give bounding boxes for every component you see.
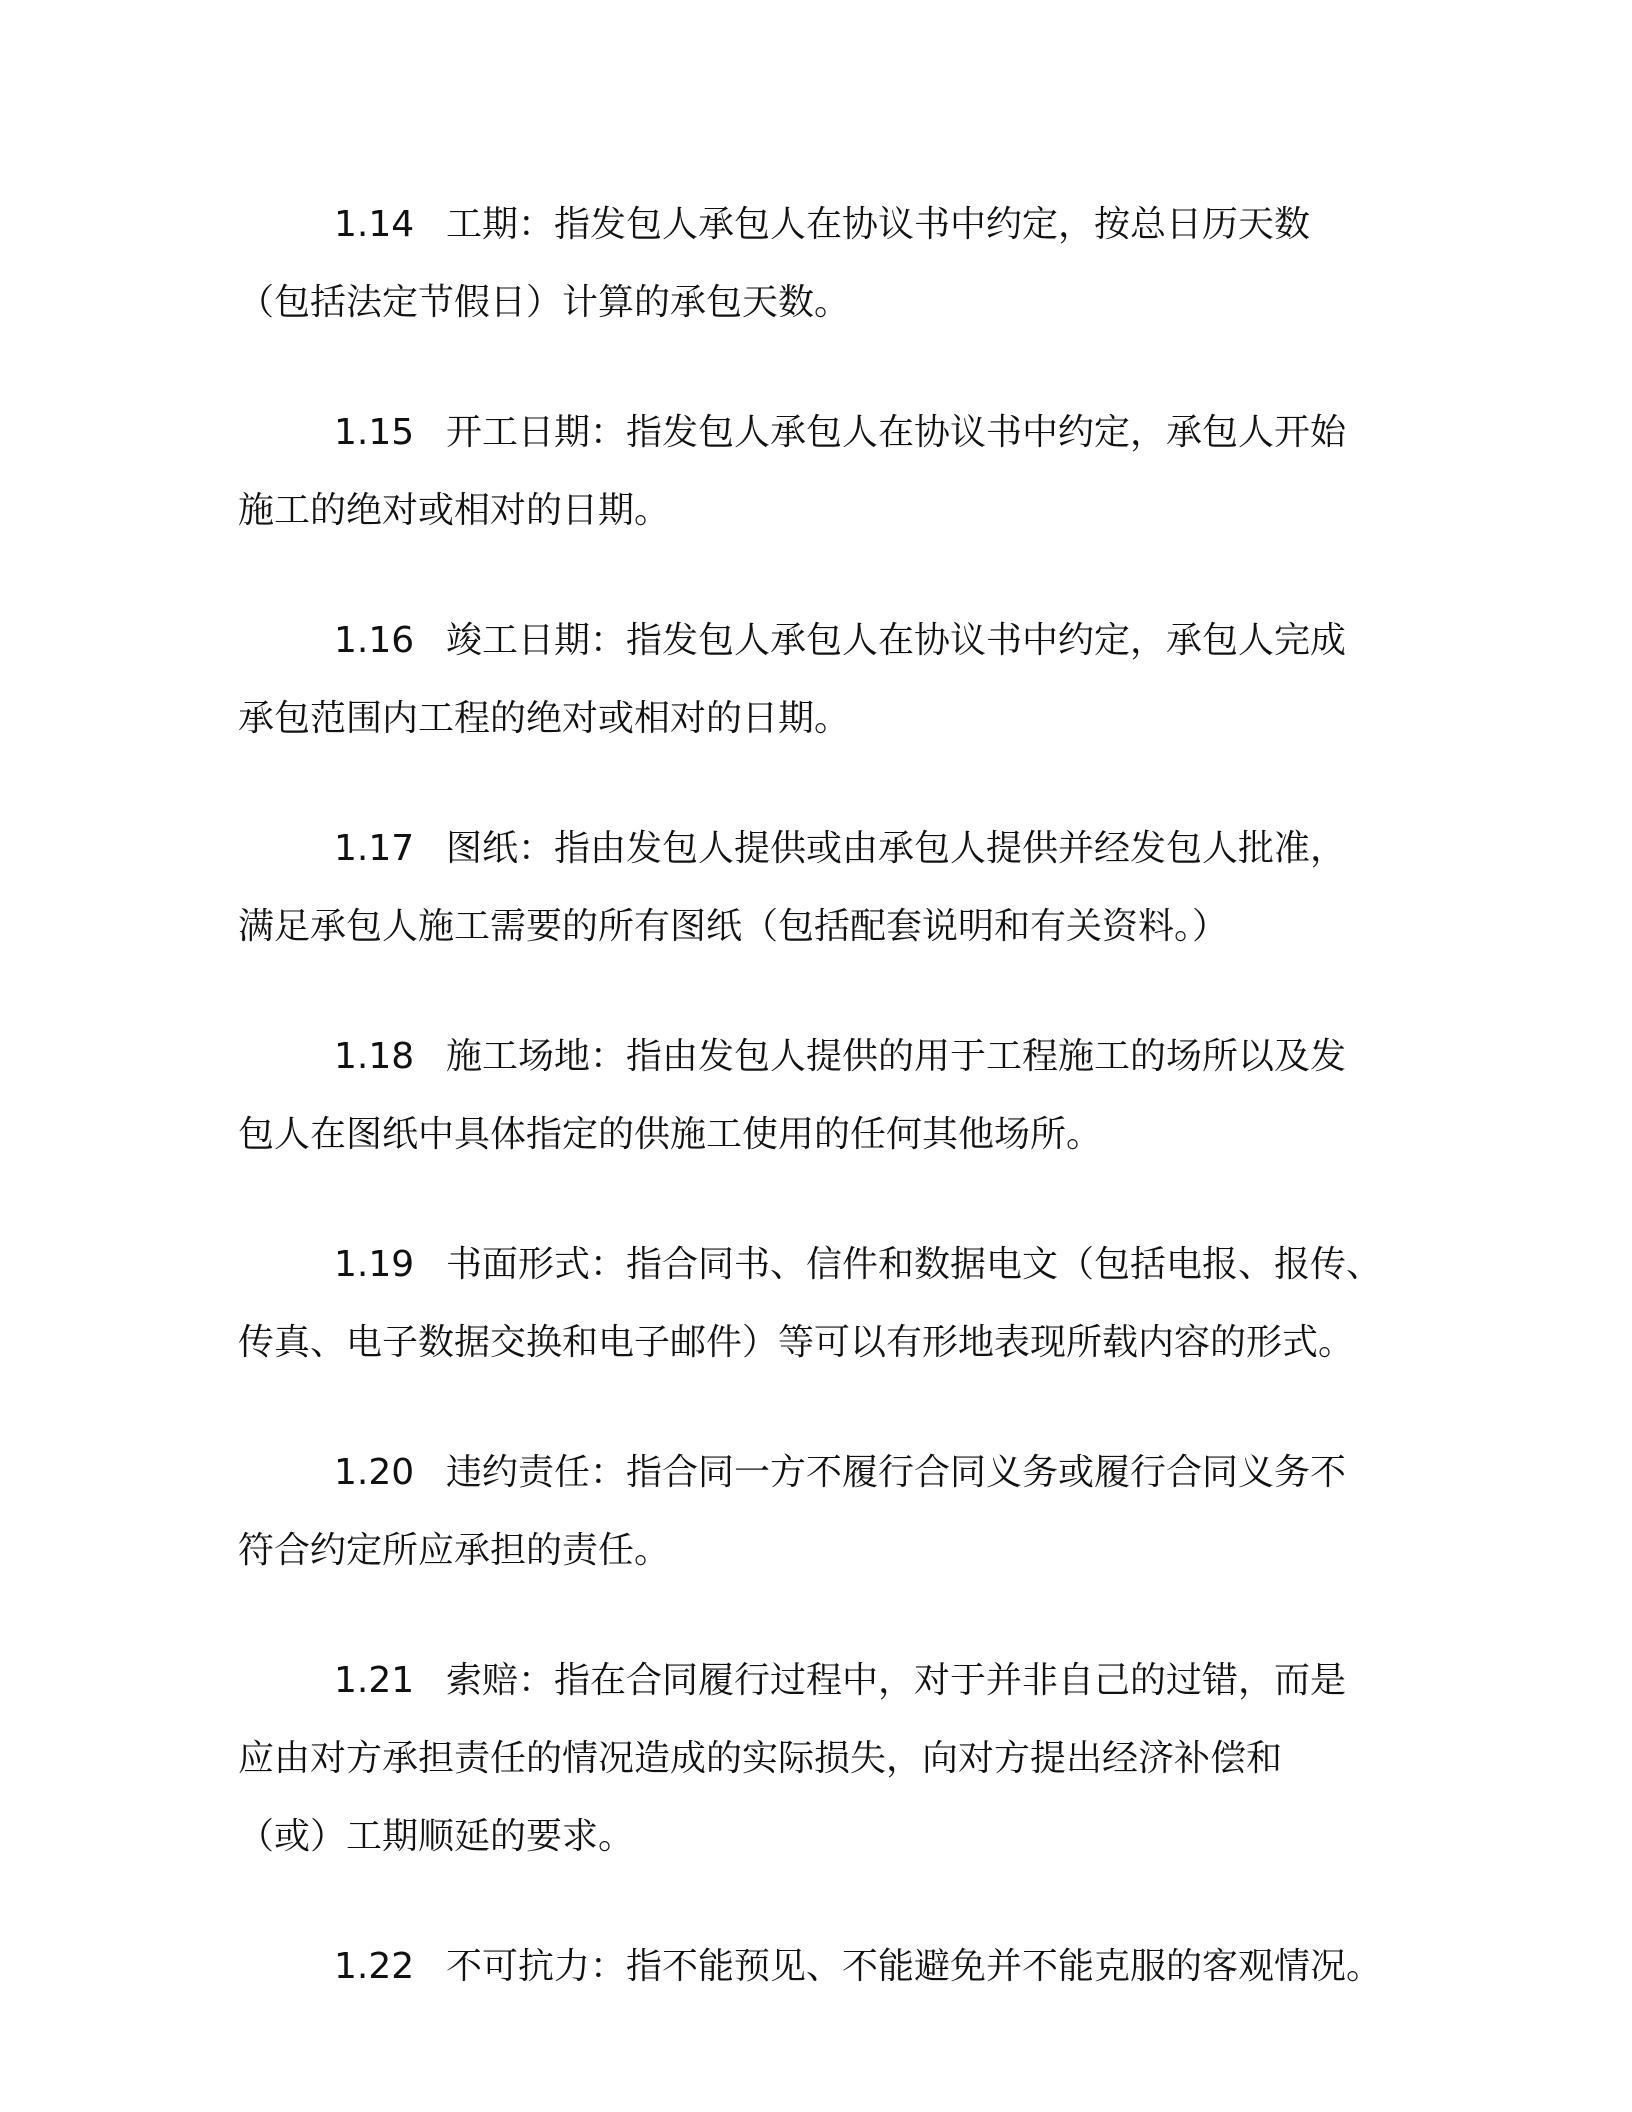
clause-list [238,186,1398,2058]
clause-1-20 [238,1434,1398,1590]
clause-text: 图纸：指由发包人提供或由承包人提供并经发包人批准， [446,828,1347,869]
clause-1-19 [238,1226,1398,1382]
clause-number: 1.22 [334,1946,415,1987]
clause-number: 1.20 [334,1452,415,1493]
clause-text: 施工场地：指由发包人提供的用于工程施工的场所以及发 [446,1036,1347,1077]
clause-text-continued: 施工的绝对或相对的日期。 [238,490,671,531]
clause-text-continued: 满足承包人施工需要的所有图纸（包括配套说明和有关资料。） [238,906,1229,947]
clause-text-continued: （或）工期顺延的要求。 [238,1816,635,1857]
clause-1-15 [238,394,1398,550]
clause-1-17 [238,810,1398,966]
clause-text-continued: 符合约定所应承担的责任。 [238,1530,671,1571]
clause-text: 不可抗力：指不能预见、不能避免并不能克服的客观情况。 [446,1946,1383,1987]
clause-1-22 [238,1928,1398,2006]
clause-text-continued: 应由对方承担责任的情况造成的实际损失，向对方提出经济补偿和 [238,1738,1283,1779]
clause-text-continued: 传真、电子数据交换和电子邮件）等可以有形地表现所载内容的形式。 [238,1322,1355,1363]
clause-text-continued: （包括法定节假日）计算的承包天数。 [238,282,851,323]
clause-1-16 [238,602,1398,758]
clause-number: 1.21 [334,1660,415,1701]
clause-1-21 [238,1642,1398,1876]
clause-1-18 [238,1018,1398,1174]
clause-text: 书面形式：指合同书、信件和数据电文（包括电报、报传、 [446,1244,1383,1285]
clause-text: 开工日期：指发包人承包人在协议书中约定，承包人开始 [446,412,1347,453]
clause-number: 1.18 [334,1036,415,1077]
clause-1-14 [238,186,1398,342]
clause-text: 违约责任：指合同一方不履行合同义务或履行合同义务不 [446,1452,1347,1493]
clause-text: 竣工日期：指发包人承包人在协议书中约定，承包人完成 [446,620,1347,661]
clause-number: 1.16 [334,620,415,661]
clause-number: 1.15 [334,412,415,453]
clause-text: 工期：指发包人承包人在协议书中约定，按总日历天数 [446,204,1311,245]
clause-text-continued: 承包范围内工程的绝对或相对的日期。 [238,698,851,739]
clause-number: 1.14 [334,204,415,245]
clause-number: 1.19 [334,1244,415,1285]
clause-text-continued: 包人在图纸中具体指定的供施工使用的任何其他场所。 [238,1114,1103,1155]
clause-number: 1.17 [334,828,415,869]
clause-text: 索赔：指在合同履行过程中，对于并非自己的过错，而是 [446,1660,1347,1701]
